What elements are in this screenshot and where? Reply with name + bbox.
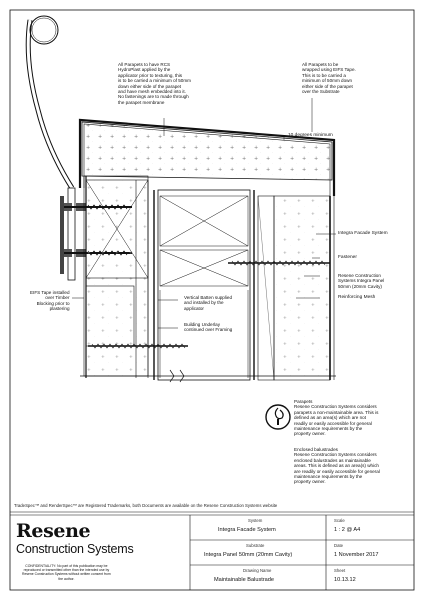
tb-substrate-key: Substrate [246, 543, 265, 548]
tb-substrate: Integra Panel 50mm (20mm Cavity) [204, 552, 293, 558]
brand-logo-resene: Resene [16, 520, 91, 542]
tb-scale-key: Scale [334, 518, 345, 523]
tb-system-key: System [248, 518, 263, 523]
label-reinforcing-mesh: Reinforcing Mesh [338, 295, 376, 300]
tb-sheet: 10.13.12 [334, 577, 356, 583]
tb-drawing-key: Drawing Name [243, 568, 272, 573]
tb-sheet-key: Sheet [334, 568, 346, 573]
tb-scale: 1 : 2 @ A4 [334, 527, 361, 533]
right-panel [274, 196, 330, 380]
label-facade-system: Integra Facade System [338, 231, 388, 236]
washer-strip [60, 196, 64, 274]
handrail-bracket [28, 16, 75, 280]
framing-stud [154, 190, 254, 380]
trademark-note: TradeSpec™ and RenderSpec™ are Registered Trademarks, both Documents are available on the Resene Construction Systems website [14, 503, 278, 508]
brand-logo-construction: Construction Systems [16, 542, 134, 556]
note-vertical-batten: Vertical Batten supplied and installed by the applicator [184, 295, 233, 311]
note-building-underlay: Building Underlay continued over Framing [184, 322, 233, 333]
info-parapets: Parapets Resene Construction Systems considers parapets a non-maintainable area. This is defined as an area(s) which are not readily or easily accessible for general maintenance requirements by the property owner. [294, 399, 379, 437]
note-eifs-timber: EIFS Tape installed over Timber Blocking prior to plastering [30, 290, 70, 312]
label-integra-panel: Resene Construction Systems Integra Panel 50mm (20mm Cavity) [338, 273, 385, 289]
tb-drawing: Maintainable Balustrade [214, 577, 275, 583]
note-eifs-wrap: All Parapets to be wrapped using EIFS Tape. This is to be carried a minimum of 50mm down either side of the parapet over the Substrate [302, 62, 356, 95]
warning-icon [266, 405, 290, 429]
info-balustrades: Enclosed balustrades Resene Construction Systems considers enclosed balustrades as maintainable areas. This is defined as an area(s) which are readily or easily accessible for general maintenance requirements by the property owner. [294, 447, 380, 485]
tb-system: Integra Facade System [218, 527, 276, 533]
note-slope: 10 degrees minimum [288, 133, 333, 138]
tb-date-key: Date [334, 543, 344, 548]
label-fastener: Fastener [338, 255, 357, 260]
note-rcs-hydroplast: All Parapets to have RCS HydroPlast applied by the applicator prior to texturing, this is to be carried a minimum of 50mm down either side of the parapet and have mesh embedded into it. No fastenings are to made through the parapet membrane [118, 62, 192, 105]
confidentiality-note: CONFIDENTIALITY: No part of this publication may be reproduced or transmitted other than the intended use by Resene Construction Systems without written consent from the author. [22, 564, 111, 581]
tb-date: 1 November 2017 [334, 552, 379, 558]
